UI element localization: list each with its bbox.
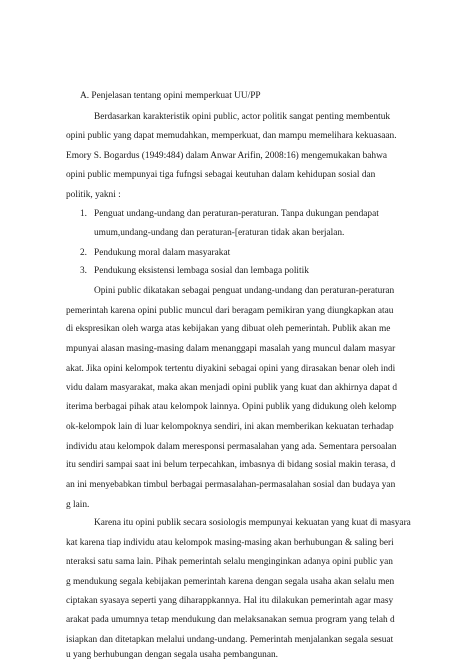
list-item-number: 2. xyxy=(80,247,88,258)
paragraph-2-line: akat. Jika opini kelompok tertentu diyakini sebagai opini yang dirasakan benar oleh indi xyxy=(66,363,396,374)
section-heading: A. Penjelasan tentang opini memperkuat UU/PP xyxy=(80,91,261,101)
paragraph-3-line: arakat pada umumnya tetap mendukung dan melaksanakan semua program yang telah d xyxy=(66,615,395,626)
paragraph-3-line: kat karena tiap individu atau kelompok masing-masing akan berhubungan & saling beri xyxy=(66,538,394,549)
paragraph-2-line: Opini public dikatakan sebagai penguat undang-undang dan peraturan-peraturan xyxy=(94,286,395,297)
paragraph-3-line: nteraksi satu sama lain. Pihak pemerintah selalu menginginkan adanya opini public yan xyxy=(66,556,393,567)
paragraph-3-line: ciptakan syasaya seperti yang diharappkannya. Hal itu dilakukan pemerintah agar masy xyxy=(66,596,394,607)
paragraph-1-line: Berdasarkan karakteristik opini public, actor politik sangat penting membentuk xyxy=(94,111,391,122)
list-item-number: 1. xyxy=(80,209,88,220)
list-item-line: Pendukung eksistensi lembaga sosial dan lembaga politik xyxy=(94,266,309,277)
list-item-line: umum,undang-undang dan peraturan-[eraturan tidak akan berjalan. xyxy=(94,227,345,238)
paragraph-2-line: di ekspresikan oleh warga atas kebijakan yang dibuat oleh pemerintah. Publik akan me xyxy=(66,324,391,335)
paragraph-2-line: itu sendiri sampai saat ini belum terpecahkan, imbasnya di bidang sosial makin terasa, d xyxy=(66,460,396,471)
paragraph-2-line: iterima berbagai pihak atau kelompok lainnya. Opini publik yang didukung oleh kelomp xyxy=(66,402,397,413)
paragraph-3-line: Karena itu opini publik secara sosiologis mempunyai kekuatan yang kuat di masyara xyxy=(94,518,411,529)
paragraph-1-line: opini public yang dapat memudahkan, memperkuat, dan mampu memelihara kekuasaan. xyxy=(66,131,397,142)
paragraph-2-line: an ini menyebabkan timbul berbagai permasalahan-permasalahan sosial dan budaya yan xyxy=(66,480,396,491)
paragraph-2-line: vidu dalam masyarakat, maka akan menjadi opini publik yang kuat dan akhirnya dapat d xyxy=(66,382,398,393)
paragraph-2-line: ok-kelompok lain di luar kelompoknya sendiri, ini akan memberikan kekuatan terhadap xyxy=(66,421,394,432)
paragraph-1-line: politik, yakni : xyxy=(66,189,121,200)
list-item-line: Penguat undang-undang dan peraturan-peraturan. Tanpa dukungan pendapat xyxy=(94,209,379,220)
paragraph-2-line: pemerintah karena opini public muncul dari beragam pemikiran yang diungkapkan atau xyxy=(66,305,394,316)
paragraph-3-line: g mendukung segala kebijakan pemerintah karena dengan segala usaha akan selalu men xyxy=(66,576,395,587)
paragraph-1-line: opini public mempunyai tiga fufngsi sebagai keutuhan dalam kehidupan sosial dan xyxy=(66,169,376,180)
paragraph-2-line: individu atau kelompok dalam meresponsi permasalahan yang ada. Sementara persoalan xyxy=(66,441,397,452)
paragraph-1-line: Emory S. Bogardus (1949:484) dalam Anwar Arifin, 2008:16) mengemukakan bahwa xyxy=(66,151,387,162)
paragraph-2-line: g lain. xyxy=(66,499,90,510)
list-item-line: Pendukung moral dalam masyarakat xyxy=(94,247,231,258)
paragraph-3-line: u yang berhubungan dengan segala usaha pembangunan. xyxy=(66,650,278,661)
paragraph-3-line: isiapkan dan ditetapkan melalui undang-undang. Pemerintah menjalankan segala sesuat xyxy=(66,634,394,645)
list-item-number: 3. xyxy=(80,266,88,277)
paragraph-2-line: mpunyai alasan masing-masing dalam menanggapi masalah yang muncul dalam masyar xyxy=(66,344,396,355)
